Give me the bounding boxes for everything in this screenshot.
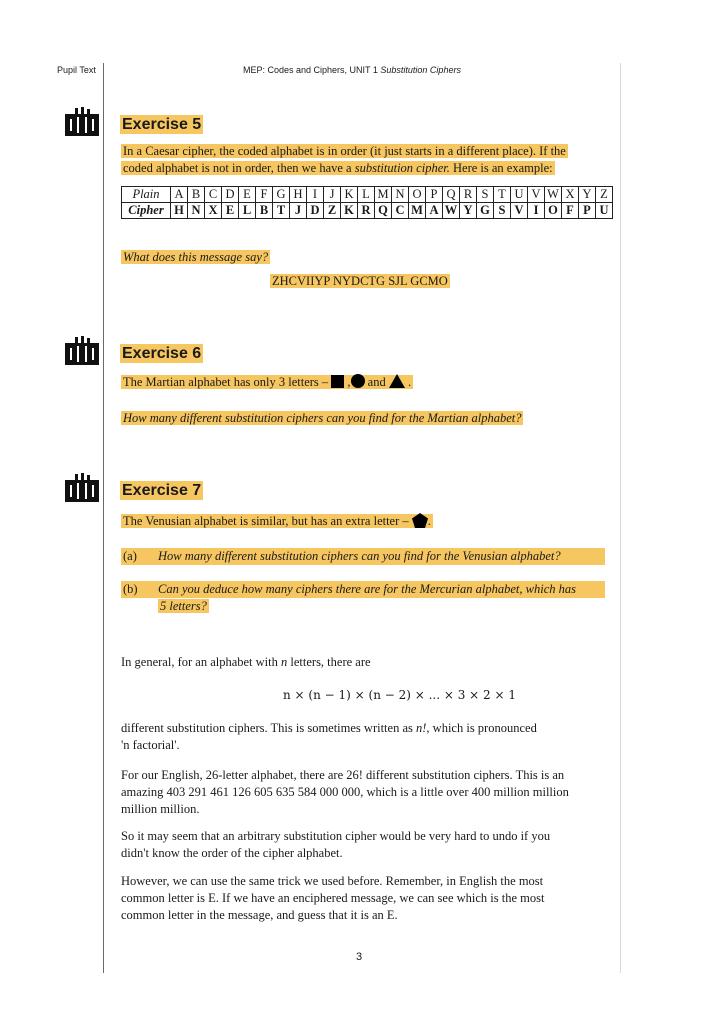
pupil-text-label: Pupil Text (57, 65, 96, 75)
coded-message (270, 273, 450, 290)
plain-letter: J (324, 187, 341, 203)
factorial-line-1-start: different substitution ciphers. This is sometimes written as (121, 721, 413, 735)
intro-line-2-end: Here is an example: (453, 161, 553, 175)
english-paragraph (121, 767, 569, 818)
cipher-letter: P (579, 203, 596, 219)
intro-line-2-italic: substitution cipher. (354, 161, 450, 175)
plain-letter: Y (579, 187, 596, 203)
exercise-5-intro (121, 143, 568, 177)
plain-letter: W (545, 187, 562, 203)
plain-letter: D (222, 187, 239, 203)
however-line-3: common letter in the message, and guess that it is an E. (121, 908, 398, 922)
martian-line-highlight (121, 375, 413, 389)
seem-line-1: So it may seem that an arbitrary substitution cipher would be very hard to undo if you (121, 829, 551, 843)
cipher-letter: B (256, 203, 273, 219)
seem-line-2: didn't know the order of the cipher alphabet. (121, 846, 343, 860)
cipher-letter: E (222, 203, 239, 219)
period: . (427, 514, 431, 528)
english-line-2: amazing 403 291 461 126 605 635 584 000 000, which is a little over 400 million million (121, 785, 569, 799)
header-title: MEP: Codes and Ciphers, UNIT 1 (243, 65, 378, 75)
plain-letter: S (477, 187, 494, 203)
margin-rule (103, 63, 104, 973)
plain-letter: U (511, 187, 528, 203)
general-start: In general, for an alphabet with (121, 655, 278, 669)
margin-rule-right (620, 63, 621, 973)
cipher-letter: W (443, 203, 460, 219)
seem-paragraph (121, 828, 550, 862)
english-line-1: For our English, 26-letter alphabet, there are 26! different substitution ciphers. This is an (121, 768, 565, 782)
plain-label: Plain (122, 187, 171, 203)
cipher-table (121, 186, 613, 219)
cipher-letter: O (545, 203, 562, 219)
part-b-label: (b) (123, 582, 138, 596)
page-header (243, 65, 461, 75)
plain-letter: T (494, 187, 511, 203)
writing-hand-icon (64, 336, 100, 366)
cipher-letter: Q (375, 203, 392, 219)
cipher-letter: A (426, 203, 443, 219)
plain-letter: X (562, 187, 579, 203)
factorial-paragraph (121, 720, 537, 754)
exercise-6-question (121, 410, 523, 427)
english-line-3: million million. (121, 802, 200, 816)
cipher-row (122, 203, 613, 219)
part-b-text-2: 5 letters? (160, 599, 207, 613)
writing-hand-icon (64, 107, 100, 137)
coded-message-text: ZHCVIIYP NYDCTG SJL GCMO (272, 274, 448, 288)
cipher-letter: I (528, 203, 545, 219)
plain-letter: H (290, 187, 307, 203)
cipher-letter: X (205, 203, 222, 219)
formula-text: n × (n − 1) × (n − 2) × ... × 3 × 2 × 1 (283, 688, 516, 702)
exercise-6-title: Exercise 6 (122, 345, 202, 362)
plain-letter: L (358, 187, 375, 203)
plain-letter: Q (443, 187, 460, 203)
square-letter-icon (331, 375, 344, 388)
circle-letter-icon (351, 374, 365, 388)
plain-letter: Z (596, 187, 613, 203)
plain-letter: M (375, 187, 392, 203)
intro-line-2-start: coded alphabet is not in order, then we have a (123, 161, 352, 175)
cipher-letter: Y (460, 203, 477, 219)
martian-line (121, 374, 413, 391)
cipher-letter: U (596, 203, 613, 219)
intro-line-2 (121, 161, 555, 175)
cipher-letter: T (273, 203, 290, 219)
cipher-letter: J (290, 203, 307, 219)
plain-letter: A (171, 187, 188, 203)
cipher-letter: V (511, 203, 528, 219)
cipher-letter: R (358, 203, 375, 219)
part-a-label: (a) (123, 549, 137, 563)
general-end: letters, there are (290, 655, 371, 669)
header-subtitle: Substitution Ciphers (380, 65, 461, 75)
factorial-line-1-end: , which is pronounced (426, 721, 537, 735)
cipher-letter: D (307, 203, 324, 219)
plain-row (122, 187, 613, 203)
however-line-1: However, we can use the same trick we used before. Remember, in English the most (121, 874, 544, 888)
plain-letter: B (188, 187, 205, 203)
part-b-text-1: Can you deduce how many ciphers there are for the Mercurian alphabet, which has (158, 582, 576, 596)
plain-letter: V (528, 187, 545, 203)
venusian-line-text: The Venusian alphabet is similar, but has an extra letter – (123, 514, 409, 528)
plain-letter: E (239, 187, 256, 203)
triangle-letter-icon (389, 374, 405, 388)
cipher-letter: M (409, 203, 426, 219)
exercise-7-title: Exercise 7 (122, 482, 202, 499)
general-line (121, 654, 371, 671)
question-text: What does this message say? (123, 250, 269, 264)
period: . (407, 375, 412, 389)
factorial-formula (283, 686, 516, 704)
pentagon-letter-icon (412, 513, 428, 528)
plain-letter: O (409, 187, 426, 203)
intro-line-1: In a Caesar cipher, the coded alphabet is in order (it just starts in a different place). If the (123, 144, 566, 158)
however-paragraph (121, 873, 544, 924)
cipher-letter: F (562, 203, 579, 219)
question-text: How many different substitution ciphers can you find for the Martian alphabet? (123, 411, 522, 425)
however-line-2: common letter is E. If we have an enciphered message, we can see which is the most (121, 891, 545, 905)
and-word: and (367, 375, 386, 389)
martian-line-text: The Martian alphabet has only 3 letters – (123, 375, 329, 389)
plain-letter: F (256, 187, 273, 203)
factorial-symbol: n! (416, 721, 427, 735)
cipher-letter: H (171, 203, 188, 219)
general-n: n (281, 655, 288, 669)
venusian-line (121, 513, 433, 530)
plain-letter: G (273, 187, 290, 203)
exercise-7-part-a (121, 548, 605, 565)
cipher-letter: C (392, 203, 409, 219)
cipher-letter: G (477, 203, 494, 219)
cipher-letter: L (239, 203, 256, 219)
exercise-7-part-b (121, 581, 605, 615)
plain-letter: R (460, 187, 477, 203)
writing-hand-icon (64, 473, 100, 503)
venusian-line-highlight (121, 514, 433, 528)
plain-letter: P (426, 187, 443, 203)
plain-letter: C (205, 187, 222, 203)
plain-letter: N (392, 187, 409, 203)
cipher-label: Cipher (122, 203, 171, 219)
exercise-5-title: Exercise 5 (122, 116, 202, 133)
comma: , (347, 375, 351, 389)
cipher-letter: Z (324, 203, 341, 219)
cipher-letter: S (494, 203, 511, 219)
exercise-5-question (121, 249, 270, 266)
factorial-line-2: 'n factorial'. (121, 738, 180, 752)
plain-letter: I (307, 187, 324, 203)
cipher-letter: N (188, 203, 205, 219)
cipher-letter: K (341, 203, 358, 219)
page-number: 3 (356, 951, 363, 963)
plain-letter: K (341, 187, 358, 203)
part-a-text: How many different substitution ciphers can you find for the Venusian alphabet? (158, 549, 561, 563)
